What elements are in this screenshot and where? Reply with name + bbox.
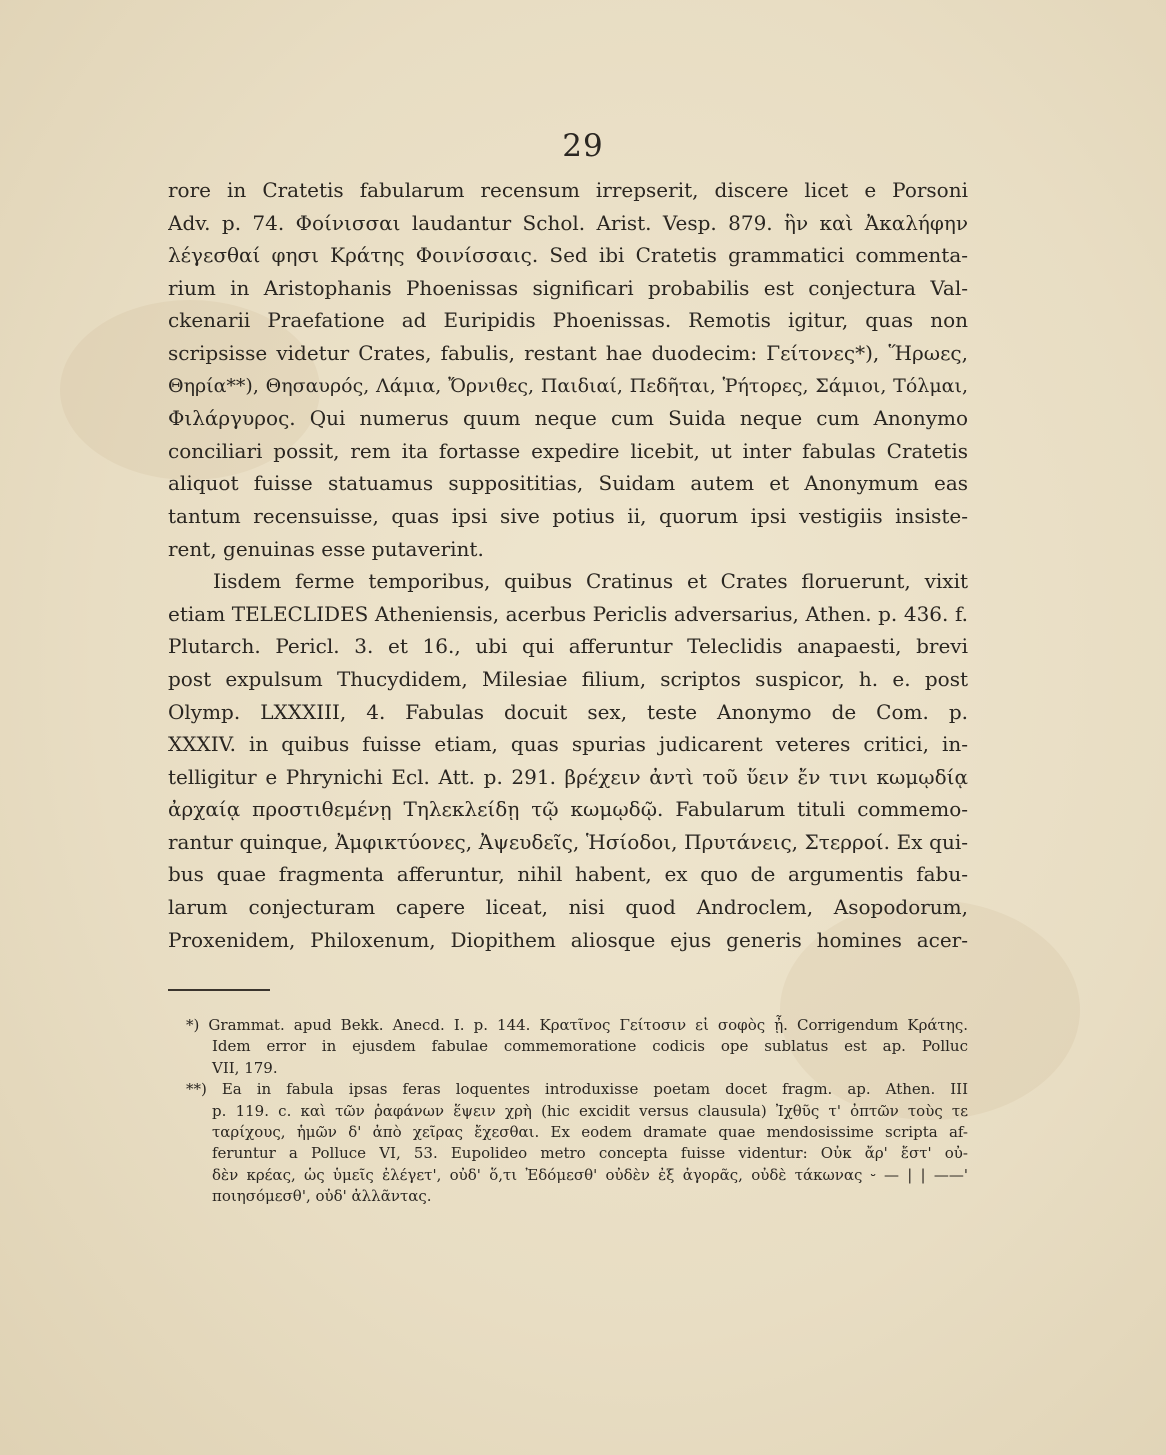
footnotes	[186, 1015, 968, 1208]
text-line: rent, genuinas esse putaverint.	[168, 536, 484, 561]
text-line: bus quae fragmenta afferuntur, nihil habent, ex quo de argumentis fabu-	[168, 862, 968, 887]
footnote-line: δὲν κρέας, ὡς ὑμεῖς ἐλέγετ', οὐδ' ὅ,τι Ἐδόμεσθ' οὐδὲν ἐξ ἀγορᾶς, οὐδὲ τάκωνας ⏑ — | | ——'	[212, 1165, 968, 1184]
text-line: ἀρχαίᾳ προστιθεμένῃ Τηλεκλείδῃ τῷ κωμῳδῷ. Fabularum tituli commemo-	[168, 797, 968, 822]
footnote-line: Idem error in ejusdem fabulae commemoratione codicis ope sublatus est ap. Polluc	[212, 1037, 968, 1056]
text-line: larum conjecturam capere liceat, nisi quod Androclem, Asopodorum,	[168, 895, 968, 920]
footnote-line: p. 119. c. καὶ τῶν ῥαφάνων ἕψειν χρὴ (hic excidit versus clausula) Ἰχθῦς τ' ὀπτῶν τοὺς τε	[212, 1101, 968, 1120]
text-line: Θηρία**), Θησαυρός, Λάμια, Ὄρνιθες, Παιδιαί, Πεδῆται, Ῥήτορες, Σάμιοι, Τόλμαι,	[168, 374, 968, 397]
text-line: ckenarii Praefatione ad Euripidis Phoenissas. Remotis igitur, quas non	[168, 308, 968, 333]
footnote-rule	[168, 989, 270, 991]
text-line: λέγεσθαί φησι Κράτης Φοινίσσαις. Sed ibi Cratetis grammatici commenta-	[168, 243, 968, 268]
text-line: rantur quinque, Ἀμφικτύονες, Ἀψευδεῖς, Ἡσίοδοι, Πρυτάνεις, Στερροί. Ex qui-	[168, 829, 968, 854]
page-number: 29	[562, 128, 604, 164]
footnote-line: VII, 179.	[212, 1058, 278, 1077]
text-line: rium in Aristophanis Phoenissas significari probabilis est conjectura Val-	[168, 275, 968, 300]
main-text	[168, 174, 968, 956]
footnote-line: *) Grammat. apud Bekk. Anecd. I. p. 144. Κρατῖνος Γείτοσιν εἰ σοφὸς ᾖ. Corrigendum Κράτης.	[186, 1016, 968, 1034]
footnote-line: **) Ea in fabula ipsas feras loquentes introduxisse poetam docet fragm. ap. Athen. III	[186, 1080, 968, 1099]
text-line: Iisdem ferme temporibus, quibus Cratinus et Crates floruerunt, vixit	[213, 569, 968, 594]
footnote-line: ταρίχους, ἡμῶν δ' ἀπὸ χεῖρας ἔχεσθαι. Ex eodem dramate quae mendosissime scripta af-	[212, 1122, 968, 1141]
text-line: tantum recensuisse, quas ipsi sive potius ii, quorum ipsi vestigiis insiste-	[168, 503, 968, 528]
text-line: telligitur e Phrynichi Ecl. Att. p. 291. βρέχειν ἀντὶ τοῦ ὕειν ἔν τινι κωμῳδίᾳ	[168, 764, 968, 789]
text-line: aliquot fuisse statuamus supposititias, Suidam autem et Anonymum eas	[168, 471, 968, 496]
text-line: scripsisse videtur Crates, fabulis, restant hae duodecim: Γείτονες*), Ἥρωες,	[168, 340, 968, 365]
text-line: Plutarch. Pericl. 3. et 16., ubi qui afferuntur Teleclidis anapaesti, brevi	[168, 634, 968, 659]
text-line: post expulsum Thucydidem, Milesiae filium, scriptos suspicor, h. e. post	[168, 666, 968, 691]
footnote-line: feruntur a Polluce VI, 53. Eupolideo metro concepta fuisse videntur: Οὐκ ἄρ' ἔστ' οὐ-	[212, 1144, 968, 1163]
text-line: Olymp. LXXXIII, 4. Fabulas docuit sex, teste Anonymo de Com. p.	[168, 699, 968, 724]
text-line: conciliari possit, rem ita fortasse expedire licebit, ut inter fabulas Cratetis	[168, 438, 968, 463]
text-line: rore in Cratetis fabularum recensum irrepserit, discere licet e Porsoni	[168, 178, 968, 202]
text-line: Proxenidem, Philoxenum, Diopithem aliosque ejus generis homines acer-	[168, 927, 968, 952]
text-line: Adv. p. 74. Φοίνισσαι laudantur Schol. Arist. Vesp. 879. ἣν καὶ Ἀκαλήφην	[168, 210, 968, 235]
footnote-line: ποιησόμεσθ', οὐδ' ἀλλᾶντας.	[212, 1187, 432, 1206]
text-line: XXXIV. in quibus fuisse etiam, quas spurias judicarent veteres critici, in-	[168, 732, 968, 757]
text-line: etiam TELECLIDES Atheniensis, acerbus Periclis adversarius, Athen. p. 436. f.	[168, 601, 968, 626]
text-line: Φιλάργυρος. Qui numerus quum neque cum Suida neque cum Anonymo	[168, 406, 968, 431]
